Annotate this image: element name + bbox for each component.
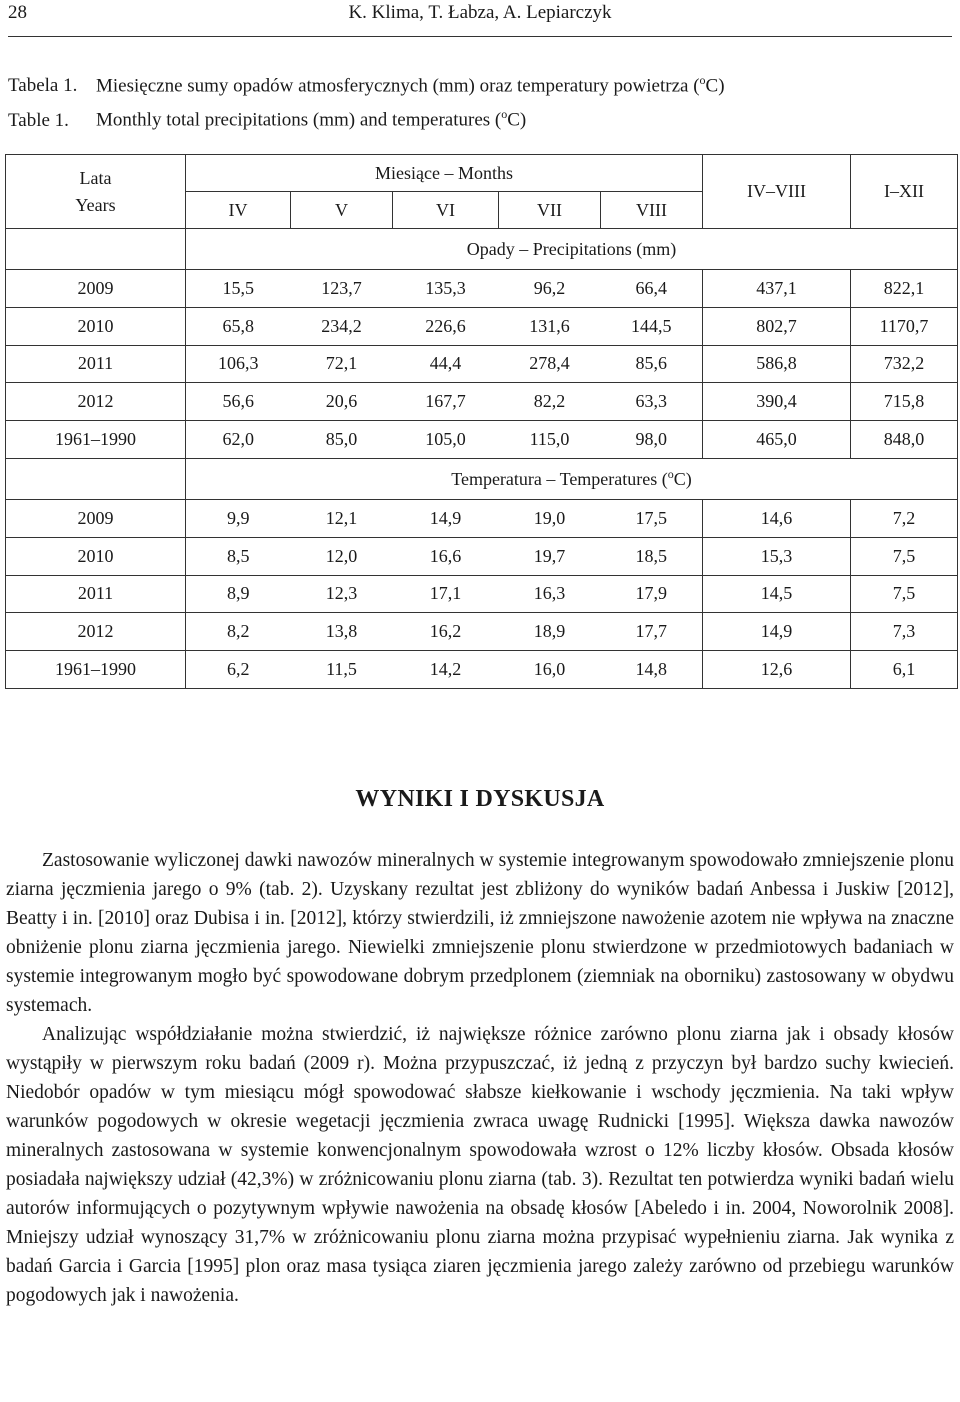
table-cell: 85,0 (291, 421, 393, 459)
section-heading: WYNIKI I DYSKUSJA (355, 786, 605, 812)
table-row (6, 499, 958, 537)
table-cell: 19,7 (499, 537, 601, 575)
weather-data-table (5, 154, 958, 689)
table-row (6, 345, 958, 383)
table-cell: 848,0 (851, 421, 958, 459)
table-cell: 14,5 (703, 575, 851, 613)
table-cell: 115,0 (499, 421, 601, 459)
col-header-i-xii: I–XII (851, 155, 958, 229)
table-cell: 16,2 (393, 613, 499, 651)
table-cell: 8,5 (186, 537, 291, 575)
table-cell: 715,8 (851, 383, 958, 421)
row-year: 2010 (6, 537, 186, 575)
table-cell: 1170,7 (851, 307, 958, 345)
table-cell: 85,6 (601, 345, 703, 383)
section-row-temperature (6, 458, 958, 499)
table-cell: 7,5 (851, 537, 958, 575)
col-header-month: V (291, 192, 393, 229)
row-year: 2012 (6, 383, 186, 421)
col-header-month: VIII (601, 192, 703, 229)
table-row (6, 651, 958, 689)
table-cell: 17,5 (601, 499, 703, 537)
table-cell: 18,9 (499, 613, 601, 651)
table-cell: 234,2 (291, 307, 393, 345)
table-cell: 98,0 (601, 421, 703, 459)
table-cell: 15,5 (186, 270, 291, 308)
caption-english: Table 1. Monthly total precipitations (mm) and temperatures ($^o$C) (8, 100, 725, 134)
col-header-month: IV (186, 192, 291, 229)
row-year: 2009 (6, 499, 186, 537)
table-cell: 226,6 (393, 307, 499, 345)
page-header (8, 0, 952, 37)
table-cell: 167,7 (393, 383, 499, 421)
row-year: 2011 (6, 345, 186, 383)
row-year: 2012 (6, 613, 186, 651)
table-cell: 11,5 (291, 651, 393, 689)
table-row (6, 307, 958, 345)
table-cell: 12,6 (703, 651, 851, 689)
caption-label-en: Table 1. (8, 109, 69, 131)
table-cell: 17,7 (601, 613, 703, 651)
section-label-precipitation: Opady – Precipitations (mm) (186, 229, 958, 270)
table-cell: 390,4 (703, 383, 851, 421)
table-cell: 56,6 (186, 383, 291, 421)
paragraph: Zastosowanie wyliczonej dawki nawozów mineralnych w systemie integrowanym spowodowało zmniejszenie plonu ziarna jęczmienia jarego o 9% (tab. 2). Uzyskany rezultat jest zbliżony do wyników badań Anbessa i Juskiw [2012], Beatty i in. [2010] oraz Dubisa i in. [2012], którzy stwierdzili, iż zmniejszone nawożenie azotem nie wpływa na znaczne obniżenie plonu ziarna jęczmienia jarego. Niewielki zmniejszenie plonu stwierdzone w przedmiotowych badaniach w systemie integrowanym mogło być spowodowane dobrym przedplonem (ziemniak na oborniku) zastosowany w obydwu systemach. (6, 850, 954, 1016)
table-cell: 14,9 (703, 613, 851, 651)
table-cell: 12,0 (291, 537, 393, 575)
table-row (6, 383, 958, 421)
col-header-month: VI (393, 192, 499, 229)
row-year: 1961–1990 (6, 421, 186, 459)
table-cell: 586,8 (703, 345, 851, 383)
header-row-months (6, 155, 958, 192)
table-cell: 135,3 (393, 270, 499, 308)
col-header-years: Lata Years (6, 155, 186, 229)
table-cell: 8,9 (186, 575, 291, 613)
table-cell: 106,3 (186, 345, 291, 383)
running-head-authors: K. Klima, T. Łabza, A. Lepiarczyk (348, 2, 612, 23)
table-cell: 20,6 (291, 383, 393, 421)
caption-label-pl: Tabela 1. (8, 75, 78, 97)
table-cell: 16,3 (499, 575, 601, 613)
row-year: 2010 (6, 307, 186, 345)
table-cell: 14,8 (601, 651, 703, 689)
table-cell: 278,4 (499, 345, 601, 383)
table-cell: 8,2 (186, 613, 291, 651)
section-row-precipitation (6, 229, 958, 270)
table-cell: 6,2 (186, 651, 291, 689)
table-cell: 65,8 (186, 307, 291, 345)
row-year: 1961–1990 (6, 651, 186, 689)
table-row (6, 537, 958, 575)
table-cell: 105,0 (393, 421, 499, 459)
table-cell: 437,1 (703, 270, 851, 308)
table-cell: 6,1 (851, 651, 958, 689)
table-cell: 15,3 (703, 537, 851, 575)
table-cell: 7,5 (851, 575, 958, 613)
table-caption (8, 66, 725, 135)
row-year: 2009 (6, 270, 186, 308)
months-group-header: Miesiące – Months (186, 155, 703, 192)
table-cell: 19,0 (499, 499, 601, 537)
table-cell: 822,1 (851, 270, 958, 308)
table-cell: 18,5 (601, 537, 703, 575)
body-text (6, 846, 954, 1310)
page-number: 28 (8, 2, 27, 23)
table-cell: 96,2 (499, 270, 601, 308)
table-cell: 16,6 (393, 537, 499, 575)
table-cell: 7,3 (851, 613, 958, 651)
table-cell: 62,0 (186, 421, 291, 459)
caption-polish: Tabela 1. Miesięczne sumy opadów atmosferycznych (mm) oraz temperatury powietrza ($^o$C) (8, 66, 725, 100)
col-header-iv-viii: IV–VIII (703, 155, 851, 229)
table-cell: 12,3 (291, 575, 393, 613)
table-cell: 17,1 (393, 575, 499, 613)
table-cell: 131,6 (499, 307, 601, 345)
table-cell: 13,8 (291, 613, 393, 651)
table-cell: 44,4 (393, 345, 499, 383)
table-row (6, 270, 958, 308)
table-cell: 72,1 (291, 345, 393, 383)
table-row (6, 613, 958, 651)
table-cell: 144,5 (601, 307, 703, 345)
table-cell: 9,9 (186, 499, 291, 537)
table-cell: 12,1 (291, 499, 393, 537)
table-cell: 66,4 (601, 270, 703, 308)
table-cell: 14,2 (393, 651, 499, 689)
table-row (6, 575, 958, 613)
section-label-temperature: Temperatura – Temperatures ($^o$C) (186, 458, 958, 499)
table-cell: 14,9 (393, 499, 499, 537)
table-cell: 123,7 (291, 270, 393, 308)
paragraph: Analizując współdziałanie można stwierdzić, iż największe różnice zarówno plonu ziarna jak i obsady kłosów wystąpiły w pierwszym roku badań (2009 r). Można przypuszczać, iż jedną z przyczyn był bardzo suchy kwiecień. Niedobór opadów w tym miesiącu mógł spowodować słabsze kiełkowanie i wschody jęczmienia. Na taki wpływ warunków pogodowych w okresie wegetacji jęczmienia zwraca uwagę Rudnicki [1995]. Większa dawka nawozów mineralnych zastosowana w systemie konwencjonalnym spowodowała wzrost o 12% liczby kłosów. Obsada kłosów posiadała największy udział (42,3%) w zróżnicowaniu plonu ziarna (tab. 3). Rezultat ten potwierdza wyniki badań wielu autorów informujących o pozytywnym wpływie nawożenia na obsadę kłosów [Abeledo i in. 2004, Noworolnik 2008]. Mniejszy udział wynoszący 31,7% w zróżnicowaniu plonu ziarna można przypisać wypełnieniu ziarna. Jak wynika z badań Garcia i Garcia [1995] plon oraz masa tysiąca ziaren jęczmienia jarego zależy zarówno od przebiegu warunków pogodowych jak i nawożenia. (6, 1024, 954, 1306)
table-cell: 465,0 (703, 421, 851, 459)
col-header-month: VII (499, 192, 601, 229)
table-cell: 7,2 (851, 499, 958, 537)
table-cell: 17,9 (601, 575, 703, 613)
table-row (6, 421, 958, 459)
table-cell: 14,6 (703, 499, 851, 537)
table-cell: 802,7 (703, 307, 851, 345)
table-cell: 82,2 (499, 383, 601, 421)
table-cell: 16,0 (499, 651, 601, 689)
table-cell: 63,3 (601, 383, 703, 421)
row-year: 2011 (6, 575, 186, 613)
table-cell: 732,2 (851, 345, 958, 383)
